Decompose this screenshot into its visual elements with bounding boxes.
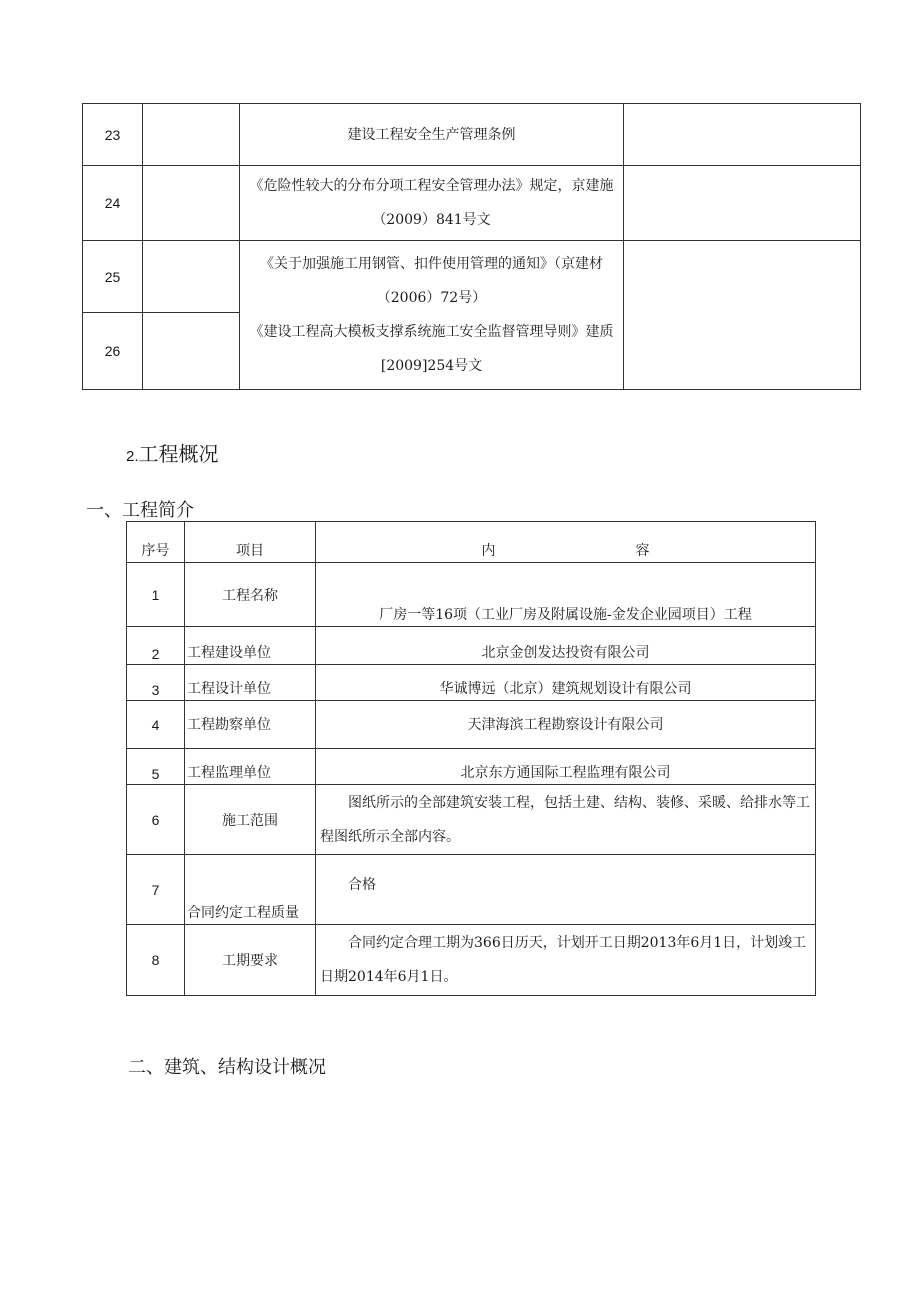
- row-number: 24: [83, 166, 143, 241]
- regulation-text: 《危险性较大的分布分项工程安全管理办法》规定，京建施（2009）841号文: [240, 166, 624, 241]
- header-item: 项目: [185, 522, 316, 563]
- regulation-text: 建设工程安全生产管理条例: [240, 104, 624, 166]
- header-content: 内 容: [316, 522, 816, 563]
- table-row: 2 工程建设单位 北京金创发达投资有限公司: [127, 627, 816, 665]
- table-row: 6 施工范围 图纸所示的全部建筑安装工程，包括土建、结构、装修、采暖、给排水等工程图纸所示全部内容。: [127, 785, 816, 855]
- table-row: [83, 166, 861, 241]
- table-row: [83, 104, 861, 166]
- table-row: [83, 241, 861, 313]
- row-number: 26: [83, 313, 143, 390]
- row-number: 23: [83, 104, 143, 166]
- header-seq: 序号: [127, 522, 185, 563]
- table-row: 4 工程勘察单位 天津海滨工程勘察设计有限公司: [127, 701, 816, 749]
- table-row: 3 工程设计单位 华诚博远（北京）建筑规划设计有限公司: [127, 665, 816, 701]
- regulation-text: 《关于加强施工用钢管、扣件使用管理的通知》（京建材（2006）72号）: [260, 256, 603, 306]
- table-row: 8 工期要求 合同约定合理工期为366日历天，计划开工日期2013年6月1日，计划竣工日期2014年6月1日。: [127, 925, 816, 996]
- table-row: 7 合同约定工程质量 合格: [127, 855, 816, 925]
- section-heading: 2.工程概况: [126, 442, 219, 466]
- regulations-table: [82, 103, 861, 390]
- table-row: 5 工程监理单位 北京东方通国际工程监理有限公司: [127, 749, 816, 785]
- regulation-text: 《建设工程高大模板支撑系统施工安全监督管理导则》建质[2009]254号文: [249, 324, 614, 374]
- table-header: [127, 522, 816, 563]
- row-number: 25: [83, 241, 143, 313]
- project-info-table: [126, 521, 816, 996]
- subsection-heading: 二、建筑、结构设计概况: [128, 1057, 326, 1078]
- table-row: 1 工程名称 厂房一等16项（工业厂房及附属设施-金发企业园项目）工程: [127, 563, 816, 627]
- subsection-heading: 一、工程简介: [86, 500, 194, 521]
